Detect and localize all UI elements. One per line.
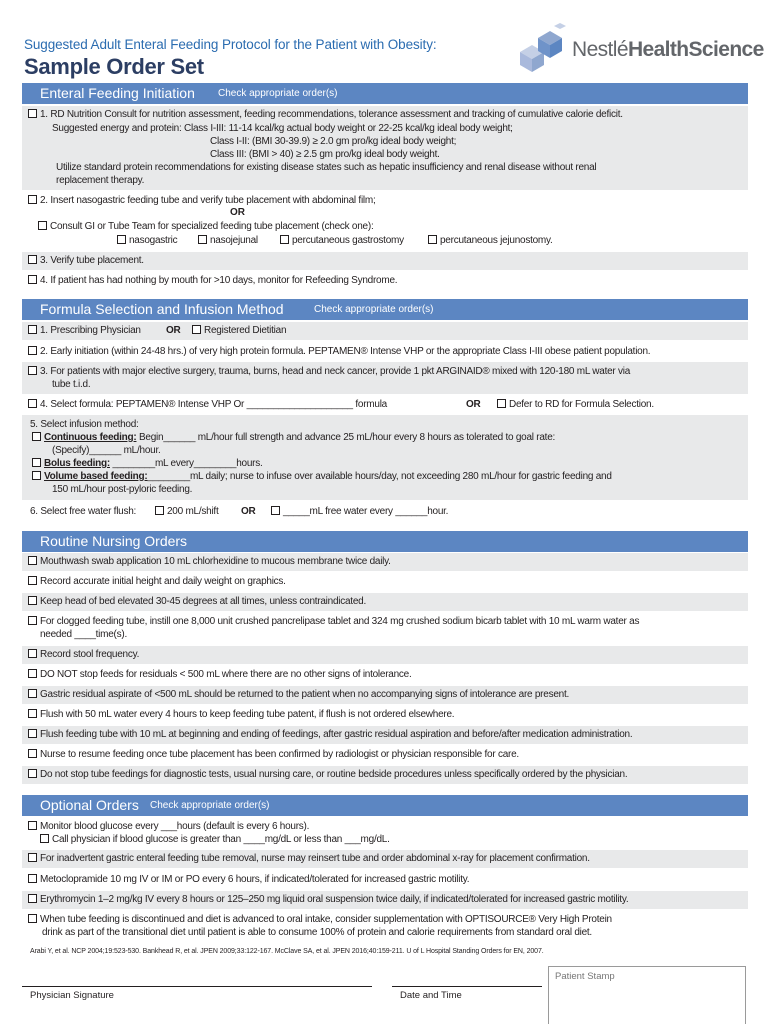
checkbox[interactable] [428, 235, 437, 244]
checkbox[interactable] [28, 109, 37, 118]
checkbox[interactable] [28, 576, 37, 585]
item-utilize-standard-cont: replacement therapy. [56, 175, 145, 186]
option-nasogastric: nasogastric [117, 235, 177, 246]
item-free-water-flush: 6. Select free water flush: [30, 506, 137, 517]
checkbox[interactable] [28, 894, 37, 903]
option-jejunostomy: percutaneous jejunostomy. [428, 235, 553, 246]
volume-feeding-cont: 150 mL/hour post-pyloric feeding. [52, 484, 193, 495]
checkbox[interactable] [32, 432, 41, 441]
or-label: OR [166, 325, 181, 336]
order-tube-removal: For inadvertent gastric enteral feeding tube removal, nurse may reinsert tube and order abdominal x-ray for placement confirmation. [28, 853, 590, 864]
or-label: OR [230, 207, 245, 218]
order-stool-frequency: Record stool frequency. [28, 649, 139, 660]
physician-signature-line[interactable] [22, 986, 372, 987]
checkbox[interactable] [28, 325, 37, 334]
option-gastrostomy: percutaneous gastrostomy [280, 235, 404, 246]
section-instruction: Check appropriate order(s) [150, 800, 270, 811]
checkbox[interactable] [28, 616, 37, 625]
item-arginaid: 3. For patients with major elective surgery, trauma, burns, head and neck cancer, provide 1 pkt ARGINAID® mixed with 120-180 mL water via [28, 366, 630, 377]
checkbox[interactable] [38, 221, 47, 230]
section-instruction: Check appropriate order(s) [218, 88, 338, 99]
checkbox[interactable] [192, 325, 201, 334]
checkbox[interactable] [497, 399, 506, 408]
item-class-1-2: Class I-II: (BMI 30-39.9) ≥ 2.0 gm pro/kg ideal body weight; [210, 136, 457, 147]
checkbox[interactable] [28, 729, 37, 738]
checkbox[interactable] [117, 235, 126, 244]
option-continuous-feeding: Continuous feeding: Begin______ mL/hour full strength and advance 25 mL/hour every 8 hours as tolerated to goal rate: [32, 432, 555, 443]
item-class-3: Class III: (BMI > 40) ≥ 2.5 gm pro/kg ideal body weight. [210, 149, 440, 160]
order-flush-50ml: Flush with 50 mL water every 4 hours to keep feeding tube patent, if flush is not ordered elsewhere. [28, 709, 454, 720]
item-arginaid-cont: tube t.i.d. [52, 379, 91, 390]
continuous-specify: (Specify)______ mL/hour. [52, 445, 161, 456]
order-head-of-bed: Keep head of bed elevated 30-45 degrees at all times, unless contraindicated. [28, 596, 366, 607]
section-title: Routine Nursing Orders [40, 533, 188, 549]
section-header-nursing [22, 531, 748, 552]
item-select-formula: 4. Select formula: PEPTAMEN® Intense VHP Or ____________________ formula [28, 399, 387, 410]
order-clogged-tube: For clogged feeding tube, instill one 8,000 unit crushed pancrelipase tablet and 324 mg crushed sodium bicarb tablet with 10 mL warm water as [28, 616, 639, 627]
checkbox[interactable] [28, 709, 37, 718]
section-header-optional [22, 795, 748, 816]
item-utilize-standard: Utilize standard protein recommendations for existing disease states such as hepatic insufficiency and renal disease without renal [56, 162, 597, 173]
checkbox[interactable] [271, 506, 280, 515]
checkbox[interactable] [28, 874, 37, 883]
nestle-health-science-logo [516, 22, 764, 76]
or-label: OR [241, 506, 256, 517]
item-rd-consult: 1. RD Nutrition Consult for nutrition assessment, feeding recommendations, tolerance assessment and tracking of cumulative calorie deficit. [28, 109, 623, 120]
cube-logo-icon [516, 22, 572, 76]
patient-stamp-box[interactable] [548, 966, 746, 1024]
order-residuals: DO NOT stop feeds for residuals < 500 mL where there are no other signs of intolerance. [28, 669, 412, 680]
section-title: Formula Selection and Infusion Method [40, 301, 284, 317]
checkbox[interactable] [28, 769, 37, 778]
checkbox[interactable] [28, 556, 37, 565]
item-prescribing-physician: 1. Prescribing Physician [28, 325, 141, 336]
checkbox[interactable] [28, 346, 37, 355]
checkbox[interactable] [198, 235, 207, 244]
or-label: OR [466, 399, 481, 410]
option-volume-feeding: Volume based feeding:________mL daily; nurse to infuse over available hours/day, not exceeding 280 mL/hour for gastric feeding and [32, 471, 612, 482]
logo-wordmark: NestléHealthScience [572, 38, 764, 61]
order-blood-glucose: Monitor blood glucose every ___hours (default is every 6 hours). [28, 821, 309, 832]
order-mouthwash: Mouthwash swab application 10 mL chlorhexidine to mucous membrane twice daily. [28, 556, 391, 567]
page-title: Sample Order Set [24, 54, 204, 79]
order-optisource: When tube feeding is discontinued and diet is advanced to oral intake, consider supplementation with OPTISOURCE® Very High Protein [28, 914, 612, 925]
checkbox[interactable] [28, 669, 37, 678]
option-200ml-shift: 200 mL/shift [155, 506, 218, 517]
physician-signature-label: Physician Signature [30, 990, 114, 1001]
document-subtitle: Suggested Adult Enteral Feeding Protocol for the Patient with Obesity: [24, 37, 437, 52]
section-instruction: Check appropriate order(s) [314, 304, 434, 315]
checkbox[interactable] [28, 399, 37, 408]
section-header-enteral [22, 83, 748, 104]
item-consult-gi: Consult GI or Tube Team for specialized feeding tube placement (check one): [38, 221, 373, 232]
item-infusion-method: 5. Select infusion method: [30, 419, 139, 430]
option-nasojejunal: nasojejunal [198, 235, 258, 246]
checkbox[interactable] [28, 853, 37, 862]
order-optisource-cont: drink as part of the transitional diet until patient is able to consume 100% of protein and calorie requirements from standard oral diet. [42, 927, 592, 938]
checkbox[interactable] [28, 749, 37, 758]
checkbox[interactable] [40, 834, 49, 843]
patient-stamp-label: Patient Stamp [555, 971, 615, 982]
order-resume-feeding: Nurse to resume feeding once tube placement has been confirmed by radiologist or physician responsible for care. [28, 749, 519, 760]
checkbox[interactable] [28, 366, 37, 375]
date-time-line[interactable] [392, 986, 542, 987]
checkbox[interactable] [28, 275, 37, 284]
checkbox[interactable] [28, 649, 37, 658]
item-energy-protein: Suggested energy and protein: Class I-III: 11-14 kcal/kg actual body weight or 22-25 kcal/kg ideal body weight; [52, 123, 513, 134]
order-record-height-weight: Record accurate initial height and daily weight on graphics. [28, 576, 286, 587]
checkbox[interactable] [155, 506, 164, 515]
item-insert-ng-tube: 2. Insert nasogastric feeding tube and verify tube placement with abdominal film; [28, 195, 376, 206]
order-clogged-tube-cont: needed ____time(s). [40, 629, 127, 640]
checkbox[interactable] [28, 255, 37, 264]
checkbox[interactable] [280, 235, 289, 244]
checkbox[interactable] [28, 689, 37, 698]
item-verify-tube: 3. Verify tube placement. [28, 255, 144, 266]
order-erythromycin: Erythromycin 1–2 mg/kg IV every 8 hours or 125–250 mg liquid oral suspension twice daily, if indicated/tolerated for increased gastric motility. [28, 894, 628, 905]
checkbox[interactable] [32, 458, 41, 467]
option-bolus-feeding: Bolus feeding: ________mL every________hours. [32, 458, 263, 469]
checkbox[interactable] [28, 821, 37, 830]
order-gastric-residual: Gastric residual aspirate of <500 mL should be returned to the patient when no accompanying signs of intolerance are present. [28, 689, 569, 700]
item-refeeding: 4. If patient has had nothing by mouth for >10 days, monitor for Refeeding Syndrome. [28, 275, 397, 286]
checkbox[interactable] [32, 471, 41, 480]
checkbox[interactable] [28, 596, 37, 605]
section-title: Optional Orders [40, 797, 139, 813]
order-metoclopramide: Metoclopramide 10 mg IV or IM or PO every 6 hours, if indicated/tolerated for increased gastric motility. [28, 874, 469, 885]
checkbox[interactable] [28, 914, 37, 923]
section-header-formula [22, 299, 748, 320]
item-registered-dietitian: Registered Dietitian [192, 325, 286, 336]
option-custom-flush: _____mL free water every ______hour. [271, 506, 448, 517]
item-defer-rd: Defer to RD for Formula Selection. [497, 399, 654, 410]
item-early-initiation: 2. Early initiation (within 24-48 hrs.) of very high protein formula. PEPTAMEN® Intense VHP or the appropriate Class I-III obese patient population. [28, 346, 650, 357]
order-do-not-stop: Do not stop tube feedings for diagnostic tests, usual nursing care, or routine bedside procedures unless specifically ordered by the physician. [28, 769, 627, 780]
order-flush-10ml: Flush feeding tube with 10 mL at beginning and ending of feedings, after gastric residual aspiration and before/after medication administration. [28, 729, 632, 740]
date-time-label: Date and Time [400, 990, 462, 1001]
section-title: Enteral Feeding Initiation [40, 85, 195, 101]
order-call-physician: Call physician if blood glucose is greater than ____mg/dL or less than ___mg/dL. [40, 834, 390, 845]
checkbox[interactable] [28, 195, 37, 204]
references: Arabi Y, et al. NCP 2004;19:523-530. Bankhead R, et al. JPEN 2009;33:122-167. McClave SA, et al. JPEN 2016;40:159-211. U of L Hospital Standing Orders for EN, 2007. [30, 948, 544, 955]
